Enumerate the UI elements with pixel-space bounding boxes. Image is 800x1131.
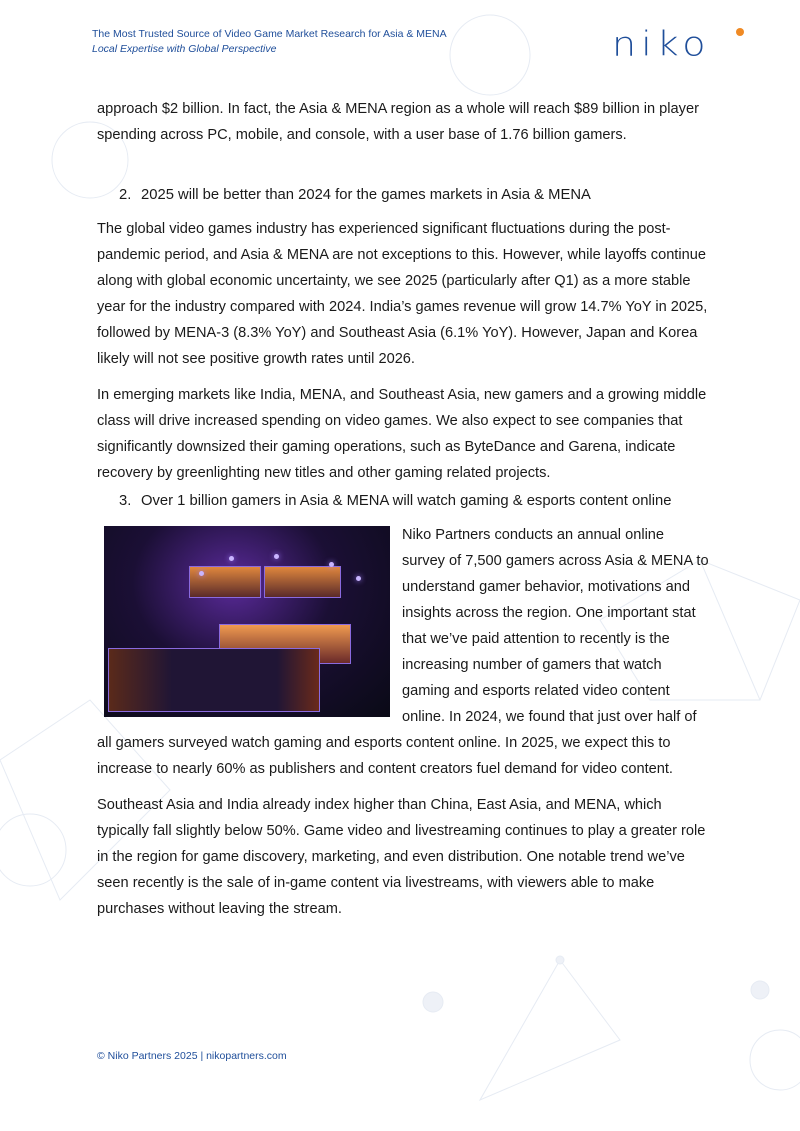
paragraph: The global video games industry has experienced significant fluctuations during the post-pandemic period, and Asia & MENA are not exceptions to this. However, while layoffs continue along with global economic uncertainty, we see 2025 (particularly after Q1) as a more stable year for the industry compared with 2024. India’s games revenue will grow 14.7% YoY in 2025, followed by MENA-3 (8.3% YoY) and Southeast Asia (6.1% YoY). However, Japan and Korea likely will not see positive growth rates until 2026. bbox=[97, 221, 708, 367]
heading-text: Over 1 billion gamers in Asia & MENA will watch gaming & esports content online bbox=[141, 493, 672, 509]
niko-logo: niko bbox=[612, 24, 711, 64]
heading-text: 2025 will be better than 2024 for the games markets in Asia & MENA bbox=[141, 187, 591, 203]
header bbox=[92, 27, 447, 57]
section-heading-3 bbox=[119, 488, 701, 514]
header-subtagline: Local Expertise with Global Perspective bbox=[92, 43, 277, 55]
footer-copyright: © Niko Partners 2025 | nikopartners.com bbox=[97, 1050, 287, 1062]
paragraph: Niko Partners conducts an annual online survey of 7,500 gamers across Asia & MENA to understand gamer behavior, motivations and insights across the region. One important stat that we’ve paid attention to recently is the increasing number of gamers that watch gaming and esports related video content online. In 2024, we found that just over half of all gamers surveyed watch gaming and esports content online. In 2025, we expect this to increase to nearly 60% as publishers and content creators fuel demand for video content. bbox=[97, 527, 709, 777]
paragraph: In emerging markets like India, MENA, and Southeast Asia, new gamers and a growing middle class will drive increased spending on video games. We also expect to see companies that significantly downsized their gaming operations, such as ByteDance and Garena, indicate recovery by greenlighting new titles and other gaming related projects. bbox=[97, 387, 707, 481]
paragraph: Southeast Asia and India already index higher than China, East Asia, and MENA, which typically fall slightly below 50%. Game video and livestreaming continues to play a greater role in the region for game discovery, marketing, and even distribution. One notable trend we’ve seen recently is the sale of in-game content via livestreams, with viewers able to make purchases without leaving the stream. bbox=[97, 797, 706, 917]
header-tagline: The Most Trusted Source of Video Game Market Research for Asia & MENA bbox=[92, 28, 447, 40]
heading-number: 3. bbox=[119, 493, 132, 509]
esports-arena-photo bbox=[104, 526, 390, 717]
paragraph: approach $2 billion. In fact, the Asia & MENA region as a whole will reach $89 billion in player spending across PC, mobile, and console, with a user base of 1.76 billion gamers. bbox=[97, 101, 699, 143]
heading-number: 2. bbox=[119, 187, 132, 203]
section-heading-2 bbox=[119, 182, 731, 208]
logo-dot bbox=[736, 28, 744, 36]
article-body bbox=[97, 96, 709, 932]
